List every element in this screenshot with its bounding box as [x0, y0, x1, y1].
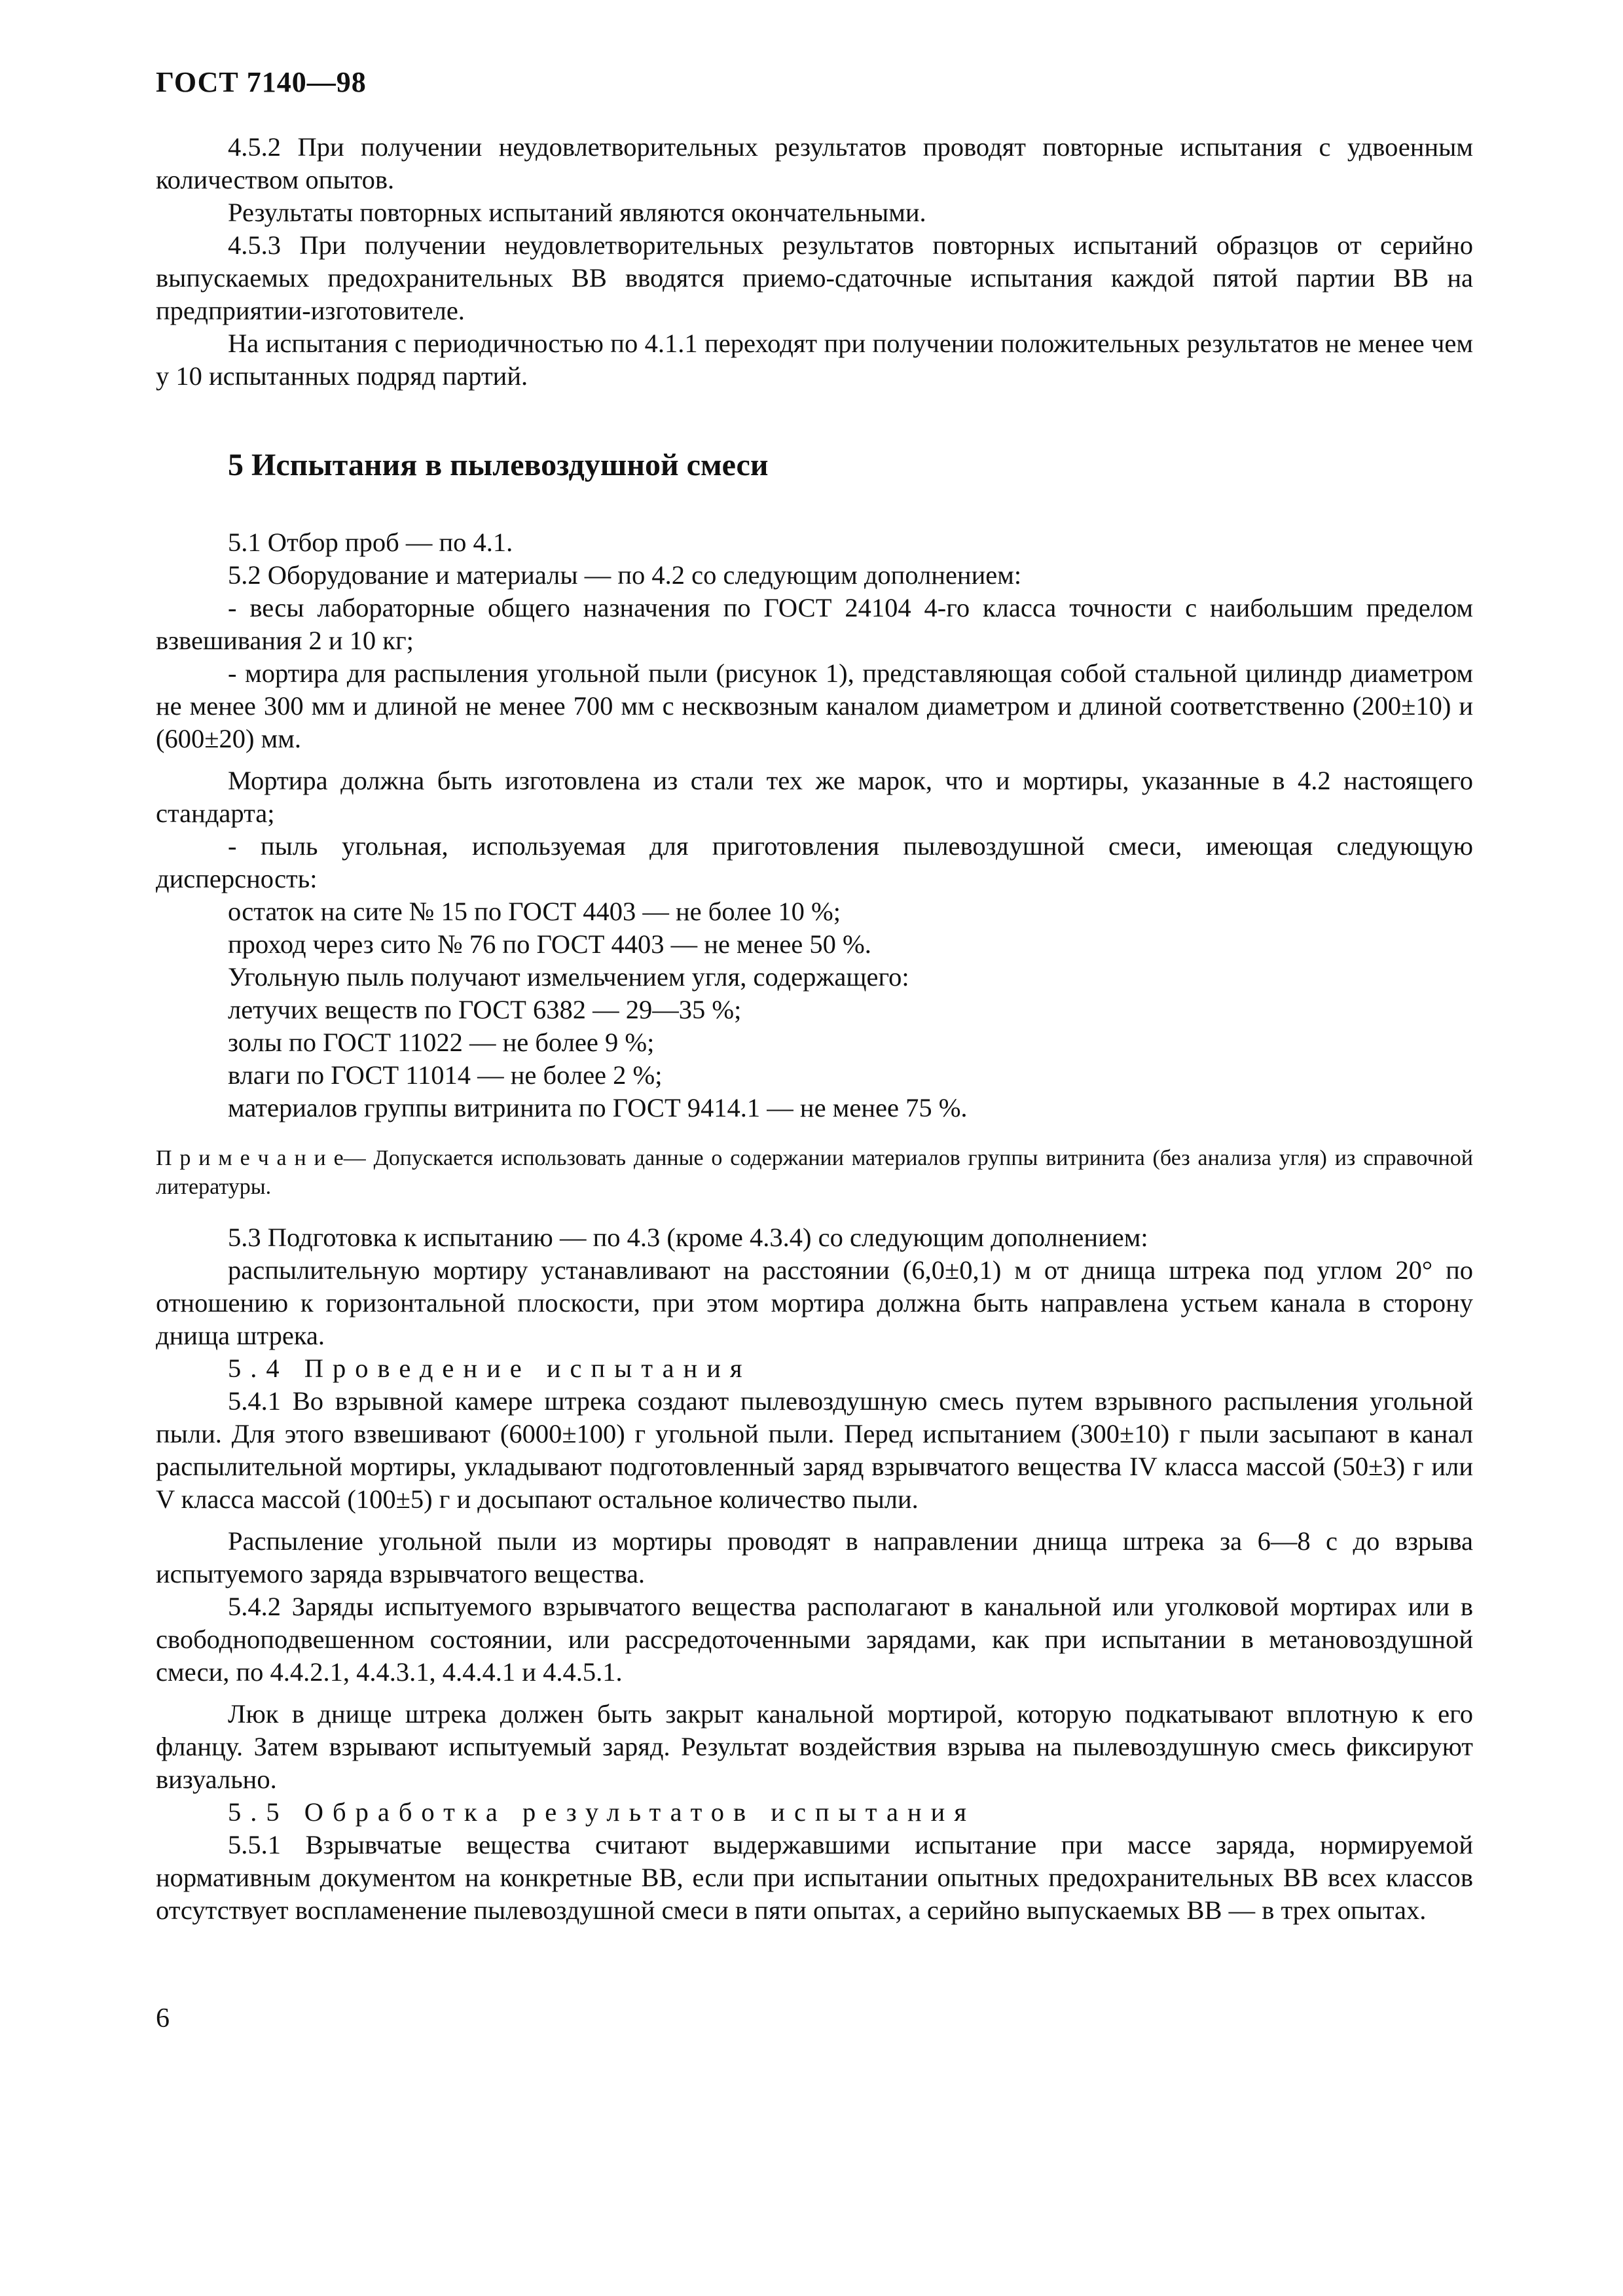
paragraph-4-5-3: 4.5.3 При получении неудовлетворительных результатов повторных испытаний образцов от серийно выпускаемых предохранительных ВВ вводятся приемо-сдаточные испытания каждой пятой партии ВВ на предприятии-изготовителе.	[156, 230, 1473, 325]
page-body	[156, 131, 1473, 1927]
note	[156, 1144, 1473, 1202]
list-item-coal-dust: - пыль угольная, используемая для приготовления пылевоздушной смеси, имеющая следующую дисперсность:	[156, 831, 1473, 893]
paragraph-5-4-1: 5.4.1 Во взрывной камере штрека создают пылевоздушную смесь путем взрывного распыления угольной пыли. Для этого взвешивают (6000±100) г угольной пыли. Перед испытанием (300±10) г пыли засыпают в канал распылительной мортиры, укладывают подготовленный заряд взрывчатого вещества IV класса массой (50±3) г или V класса массой (100±5) г и досыпают остальное количество пыли.	[156, 1386, 1473, 1514]
paragraph-5-4-2: 5.4.2 Заряды испытуемого взрывчатого вещества располагают в канальной или уголковой мортирах или в свободноподвешенном состоянии, или рассредоточенными зарядами, как при испытании в метановоздушной смеси, по 4.4.2.1, 4.4.3.1, 4.4.4.1 и 4.4.5.1.	[156, 1592, 1473, 1687]
paragraph-spraying: Распыление угольной пыли из мортиры проводят в направлении днища штрека за 6—8 с до взрыва испытуемого заряда взрывчатого вещества.	[156, 1526, 1473, 1588]
note-text: — Допускается использовать данные о содержании материалов группы витринита (без анализа угля) из справочной литературы.	[156, 1146, 1474, 1199]
spec-ash: золы по ГОСТ 11022 — не более 9 %;	[228, 1028, 655, 1057]
spec-moisture: влаги по ГОСТ 11014 — не более 2 %;	[228, 1060, 663, 1090]
paragraph-5-5-1: 5.5.1 Взрывчатые вещества считают выдержавшими испытание при массе заряда, нормируемой нормативным документом на конкретные ВВ, если при испытании опытных предохранительных ВВ всех классов отсутствует воспламенение пылевоздушной смеси в пяти опытах, а серийно выпускаемых ВВ — в трех опытах.	[156, 1830, 1473, 1925]
spec-volatile: летучих веществ по ГОСТ 6382 — 29—35 %;	[228, 995, 742, 1024]
paragraph-periodicity: На испытания с периодичностью по 4.1.1 переходят при получении положительных результатов не менее чем у 10 испытанных подряд партий.	[156, 329, 1473, 391]
paragraph-hatch: Люк в днище штрека должен быть закрыт канальной мортирой, которую подкатывают вплотную к его фланцу. Затем взрывают испытуемый заряд. Результат воздействия взрыва на пылевоздушную смесь фиксируют визуально.	[156, 1699, 1473, 1794]
spec-residue: остаток на сите № 15 по ГОСТ 4403 — не более 10 %;	[228, 897, 841, 926]
paragraph-results-final: Результаты повторных испытаний являются окончательными.	[228, 198, 926, 227]
paragraph-4-5-2: 4.5.2 При получении неудовлетворительных результатов проводят повторные испытания с удвоенным количеством опытов.	[156, 132, 1473, 194]
paragraph-5-1: 5.1 Отбор проб — по 4.1.	[228, 528, 513, 557]
subsection-5-4: 5.4 Проведение испытания	[228, 1354, 752, 1383]
paragraph-mortar-position: распылительную мортиру устанавливают на расстоянии (6,0±0,1) м от днища штрека под углом 20° по отношению к горизонтальной плоскости, при этом мортира должна быть направлена устьем канала в сторону днища штрека.	[156, 1255, 1473, 1350]
section-heading: 5 Испытания в пылевоздушной смеси	[228, 448, 769, 482]
page-header: ГОСТ 7140—98	[156, 66, 367, 98]
page-number: 6	[156, 2003, 170, 2034]
paragraph-5-3: 5.3 Подготовка к испытанию — по 4.3 (кроме 4.3.4) со следующим дополнением:	[228, 1223, 1148, 1252]
spec-vitrinite: материалов группы витринита по ГОСТ 9414.1 — не менее 75 %.	[228, 1093, 968, 1122]
spec-coal-intro: Угольную пыль получают измельчением угля, содержащего:	[228, 962, 909, 992]
note-label: П р и м е ч а н и е	[156, 1146, 344, 1170]
list-item-scales: - весы лабораторные общего назначения по ГОСТ 24104 4-го класса точности с наибольшим пределом взвешивания 2 и 10 кг;	[156, 593, 1473, 655]
paragraph-mortar-steel: Мортира должна быть изготовлена из стали тех же марок, что и мортиры, указанные в 4.2 настоящего стандарта;	[156, 766, 1473, 828]
paragraph-5-2: 5.2 Оборудование и материалы — по 4.2 со следующим дополнением:	[228, 560, 1022, 590]
spec-pass: проход через сито № 76 по ГОСТ 4403 — не менее 50 %.	[228, 929, 871, 959]
subsection-5-5: 5.5 Обработка результатов испытания	[228, 1797, 976, 1827]
list-item-mortar: - мортира для распыления угольной пыли (рисунок 1), представляющая собой стальной цилиндр диаметром не менее 300 мм и длиной не менее 700 мм с несквозным каналом диаметром и длиной соответственно (200±10) и (600±20) мм.	[156, 658, 1473, 753]
